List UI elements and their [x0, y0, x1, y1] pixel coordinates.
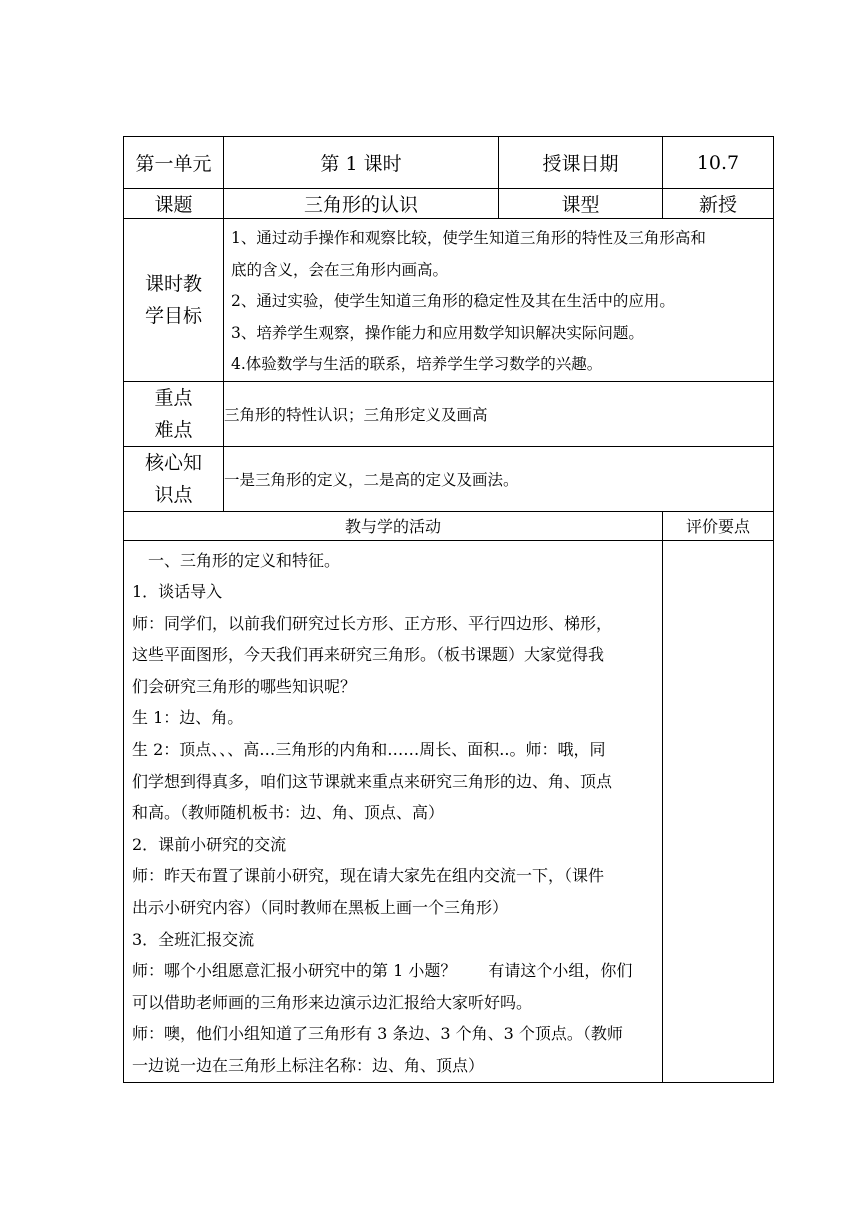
activity-line: 师：昨天布置了课前小研究，现在请大家先在组内交流一下，（课件 [132, 866, 605, 886]
activity-line: 3．全班汇报交流 [132, 929, 255, 949]
activities-row [124, 540, 774, 1082]
activities-text [124, 541, 662, 1082]
evaluation-header-cell: 评价要点 [663, 511, 774, 540]
activity-line: 生 2：顶点、、、高…三角形的内角和……周长、面积..。师：哦，同 [132, 740, 606, 760]
activity-line: 们会研究三角形的哪些知识呢？ [132, 676, 357, 696]
activity-line: 2．课前小研究的交流 [132, 834, 287, 854]
topic-value-cell: 三角形的认识 [224, 189, 499, 219]
core-knowledge-label-line2: 识点 [154, 483, 193, 506]
activities-header-cell: 教与学的活动 [124, 511, 663, 540]
objective-line: 3、培养学生观察，操作能力和应用数学知识解决实际问题。 [231, 323, 644, 342]
objectives-row [124, 219, 774, 382]
activity-line: 出示小研究内容）（同时教师在黑板上画一个三角形） [132, 898, 509, 918]
activity-line: 生 1：边、角。 [132, 708, 244, 728]
core-knowledge-label-line1: 核心知 [144, 451, 202, 474]
date-value-cell: 10.7 [663, 137, 774, 189]
key-points-value-cell: 三角形的特性认识；三角形定义及画高 [224, 381, 774, 446]
topic-label-cell: 课题 [124, 189, 224, 219]
objectives-content-cell [224, 219, 774, 382]
activity-line: 这些平面图形，今天我们再来研究三角形。（板书课题）大家觉得我 [132, 645, 605, 665]
activity-line: 一边说一边在三角形上标注名称：边、角、顶点） [132, 1056, 485, 1075]
key-points-label-line2: 难点 [154, 418, 193, 441]
core-knowledge-label-cell [124, 446, 224, 511]
objectives-label-line1: 课时教 [144, 272, 202, 295]
header-row [124, 137, 774, 189]
objectives-list [224, 219, 773, 381]
core-knowledge-row [124, 446, 774, 511]
activity-line: 可以借助老师画的三角形来边演示边汇报给大家听好吗。 [132, 992, 533, 1012]
key-points-row [124, 381, 774, 446]
activity-line: 和高。（教师随机板书：边、角、顶点、高） [132, 803, 445, 823]
type-value-cell: 新授 [663, 189, 774, 219]
unit-cell: 第一单元 [124, 137, 224, 189]
activity-line: 们学想到得真多，咱们这节课就来重点来研究三角形的边、角、顶点 [132, 771, 613, 791]
activity-line: 1．谈话导入 [132, 582, 223, 602]
key-points-label-cell [124, 381, 224, 446]
objective-line: 4.体验数学与生活的联系，培养学生学习数学的兴趣。 [231, 355, 603, 373]
objective-line: 底的含义，会在三角形内画高。 [231, 260, 449, 279]
activity-line: 师：同学们，以前我们研究过长方形、正方形、平行四边形、梯形， [132, 613, 613, 633]
topic-row [124, 189, 774, 219]
objectives-label-cell [124, 219, 224, 382]
date-label-cell: 授课日期 [499, 137, 663, 189]
objective-line: 2、通过实验，使学生知道三角形的稳定性及其在生活中的应用。 [231, 292, 675, 310]
core-knowledge-value-cell: 一是三角形的定义，二是高的定义及画法。 [224, 446, 774, 511]
objectives-label-line2: 学目标 [144, 304, 202, 327]
activity-line: 师：噢，他们小组知道了三角形有 3 条边、3 个角、3 个顶点。（教师 [132, 1024, 623, 1044]
activities-header-row [124, 511, 774, 540]
lesson-plan-table [123, 136, 774, 1083]
lesson-cell: 第 1 课时 [224, 137, 499, 189]
activities-content-cell [124, 540, 663, 1082]
key-points-label-line1: 重点 [154, 386, 193, 409]
activity-line: 师：哪个小组愿意汇报小研究中的第 1 小题？ 有请这个小组，你们 [132, 961, 633, 981]
objective-line: 1、通过动手操作和观察比较，使学生知道三角形的特性及三角形高和 [231, 229, 706, 247]
activity-line: 一、三角形的定义和特征。 [148, 550, 341, 570]
type-label-cell: 课型 [499, 189, 663, 219]
evaluation-content-cell [663, 540, 774, 1082]
